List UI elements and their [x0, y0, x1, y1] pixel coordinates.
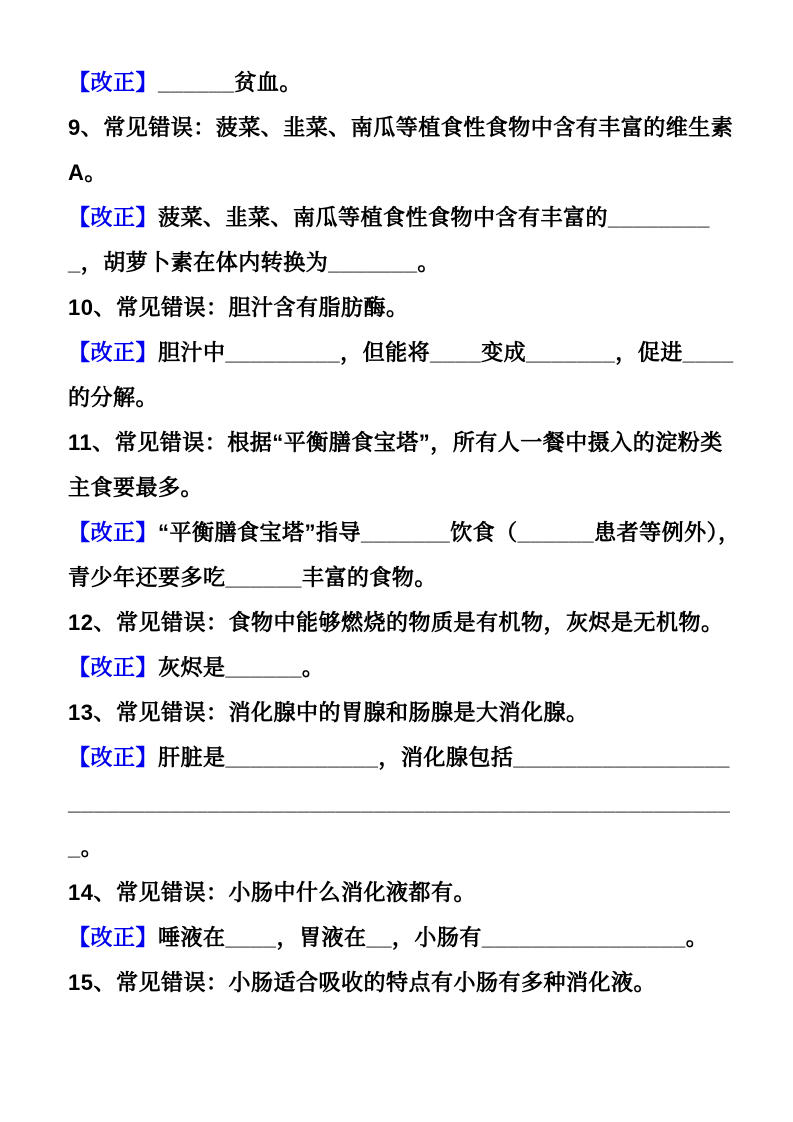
- error-paragraph: [68, 870, 741, 915]
- correction-paragraph: [68, 195, 741, 285]
- correction-text: “平衡膳食宝塔”指导_______饮食（______患者等例外），青少年还要多吃______丰富的食物。: [68, 520, 741, 590]
- correction-text: 菠菜、韭菜、南瓜等植食性食物中含有丰富的_________，胡萝卜素在体内转换为_______。: [68, 205, 710, 275]
- correction-text: ______贫血。: [158, 70, 302, 95]
- correction-paragraph: [68, 915, 741, 960]
- correction-text: 灰烬是______。: [158, 655, 325, 680]
- correction-paragraph: [68, 735, 741, 870]
- correction-label: 【改正】: [68, 745, 159, 770]
- correction-text: 胆汁中_________，但能将____变成_______，促进____的分解。: [68, 340, 734, 410]
- correction-paragraph: [68, 510, 741, 600]
- error-text: 15、常见错误：小肠适合吸收的特点有小肠有多种消化液。: [68, 970, 656, 995]
- correction-text: 唾液在____，胃液在__，小肠有________________。: [158, 925, 709, 950]
- error-paragraph: [68, 285, 741, 330]
- correction-label: 【改正】: [68, 70, 159, 95]
- error-text: 12、常见错误：食物中能够燃烧的物质是有机物，灰烬是无机物。: [68, 610, 724, 635]
- error-text: 14、常见错误：小肠中什么消化液都有。: [68, 880, 476, 905]
- correction-label: 【改正】: [68, 925, 159, 950]
- correction-paragraph: [68, 330, 741, 420]
- correction-text: 肝脏是____________，消化腺包括______________________________________________________________________。: [68, 745, 731, 860]
- error-paragraph: [68, 960, 741, 1005]
- error-text: 9、常见错误：菠菜、韭菜、南瓜等植食性食物中含有丰富的维生素 A。: [68, 115, 734, 185]
- error-text: 10、常见错误：胆汁含有脂肪酶。: [68, 295, 409, 320]
- correction-label: 【改正】: [68, 340, 159, 365]
- correction-label: 【改正】: [68, 655, 159, 680]
- error-paragraph: [68, 420, 741, 510]
- error-paragraph: [68, 690, 741, 735]
- error-paragraph: [68, 600, 741, 645]
- correction-label: 【改正】: [68, 205, 159, 230]
- error-text: 11、常见错误：根据“平衡膳食宝塔”，所有人一餐中摄入的淀粉类主食要最多。: [68, 430, 723, 500]
- error-text: 13、常见错误：消化腺中的胃腺和肠腺是大消化腺。: [68, 700, 589, 725]
- correction-label: 【改正】: [68, 520, 159, 545]
- correction-paragraph: [68, 60, 741, 105]
- correction-paragraph: [68, 645, 741, 690]
- error-paragraph: [68, 105, 741, 195]
